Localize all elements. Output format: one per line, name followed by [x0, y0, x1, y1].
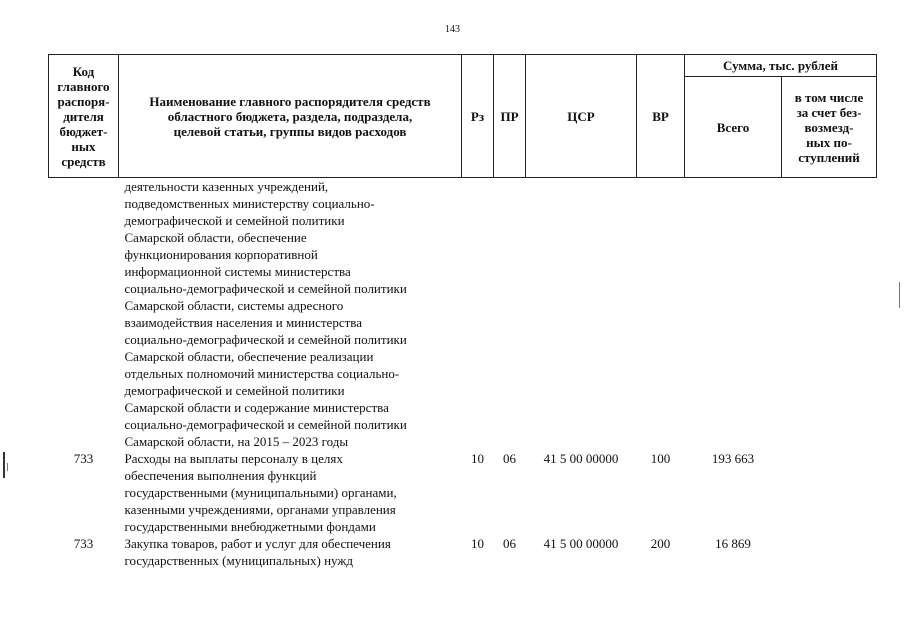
cell-name — [119, 178, 462, 451]
cell-name-line: демографической и семейной политики — [124, 213, 345, 228]
cell-including — [782, 178, 877, 451]
cell-name — [119, 535, 462, 569]
cell-rz: 10 — [471, 536, 484, 551]
budget-table — [48, 54, 877, 569]
header-kod-line: бюджет- — [59, 123, 108, 139]
cell-total — [685, 178, 782, 451]
cell-name-line: Самарской области и содержание министерства — [124, 400, 389, 415]
cell-pr: 06 — [503, 536, 516, 551]
page-number: 143 — [445, 24, 460, 35]
cell-name-line: Расходы на выплаты персоналу в целях — [124, 451, 343, 466]
cell-name-line: государственных (муниципальных) нужд — [124, 553, 353, 568]
header-kod-line: распоря- — [57, 93, 110, 109]
header-including — [782, 77, 877, 178]
cell-vr: 200 — [650, 536, 671, 551]
table-row — [49, 535, 877, 569]
scan-margin-mark — [899, 282, 900, 308]
scan-margin-mark — [3, 452, 5, 478]
header-incl-line: в том числе — [794, 89, 864, 105]
cell-name-line: отдельных полномочий министерства социально- — [124, 366, 400, 381]
header-rz: Рз — [462, 55, 494, 178]
cell-including — [782, 450, 877, 535]
cell-name-line: Самарской области, обеспечение — [124, 230, 307, 245]
header-incl-line: возмезд- — [804, 119, 854, 135]
header-kod-line: Код — [72, 63, 95, 79]
header-name — [119, 55, 462, 178]
cell-name-line: функционирования корпоративной — [124, 247, 318, 262]
cell-name — [119, 450, 462, 535]
header-csr: ЦСР — [526, 55, 637, 178]
header-incl-line: ступлений — [798, 149, 860, 165]
cell-including — [782, 535, 877, 569]
header-vr: ВР — [637, 55, 685, 178]
cell-name-line: Закупка товаров, работ и услуг для обеспечения — [124, 536, 391, 551]
header-kod-line: средств — [61, 153, 106, 169]
header-total: Всего — [685, 77, 782, 178]
cell-name-line: государственными внебюджетными фондами — [124, 519, 376, 534]
cell-total: 16 869 — [715, 536, 751, 551]
header-name-line: целевой статьи, группы видов расходов — [173, 123, 407, 139]
cell-name-line: Самарской области, системы адресного — [124, 298, 344, 313]
table-header — [49, 55, 877, 178]
table-row — [49, 178, 877, 451]
cell-name-line: демографической и семейной политики — [124, 383, 345, 398]
scan-margin-mark — [7, 463, 8, 471]
cell-csr — [526, 178, 637, 451]
cell-kod: 733 — [73, 451, 94, 466]
cell-rz: 10 — [471, 451, 484, 466]
cell-vr — [637, 178, 685, 451]
cell-name-line: Самарской области, на 2015 – 2023 годы — [124, 434, 349, 449]
cell-name-line: взаимодействия населения и министерства — [124, 315, 363, 330]
cell-name-line: социально-демографической и семейной политики — [124, 332, 407, 347]
cell-name-line: подведомственных министерству социально- — [124, 196, 375, 211]
cell-pr — [494, 178, 526, 451]
cell-name-line: государственными (муниципальными) органами, — [124, 485, 397, 500]
cell-kod — [49, 178, 119, 451]
header-name-line: областного бюджета, раздела, подраздела, — [167, 108, 413, 124]
cell-name-line: казенными учреждениями, органами управления — [124, 502, 396, 517]
header-kod-line: ных — [71, 138, 96, 154]
header-kod — [49, 55, 119, 178]
cell-name-line: Самарской области, обеспечение реализации — [124, 349, 374, 364]
header-kod-line: главного — [57, 78, 110, 94]
table-body — [49, 178, 877, 570]
header-name-line: Наименование главного распорядителя средств — [149, 93, 431, 109]
table-row — [49, 450, 877, 535]
cell-name-line: деятельности казенных учреждений, — [124, 179, 329, 194]
cell-name-line: социально-демографической и семейной политики — [124, 281, 407, 296]
cell-kod: 733 — [73, 536, 94, 551]
cell-csr: 41 5 00 00000 — [543, 536, 619, 551]
header-incl-line: за счет без- — [796, 104, 862, 120]
header-incl-line: ных по- — [806, 134, 852, 150]
cell-name-line: обеспечения выполнения функций — [124, 468, 317, 483]
cell-vr: 100 — [650, 451, 671, 466]
cell-pr: 06 — [503, 451, 516, 466]
cell-rz — [462, 178, 494, 451]
header-kod-line: дителя — [63, 108, 104, 124]
cell-total: 193 663 — [711, 451, 755, 466]
cell-name-line: информационной системы министерства — [124, 264, 351, 279]
cell-name-line: социально-демографической и семейной политики — [124, 417, 407, 432]
header-sum-title: Сумма, тыс. рублей — [685, 55, 877, 77]
cell-csr: 41 5 00 00000 — [543, 451, 619, 466]
header-pr: ПР — [494, 55, 526, 178]
